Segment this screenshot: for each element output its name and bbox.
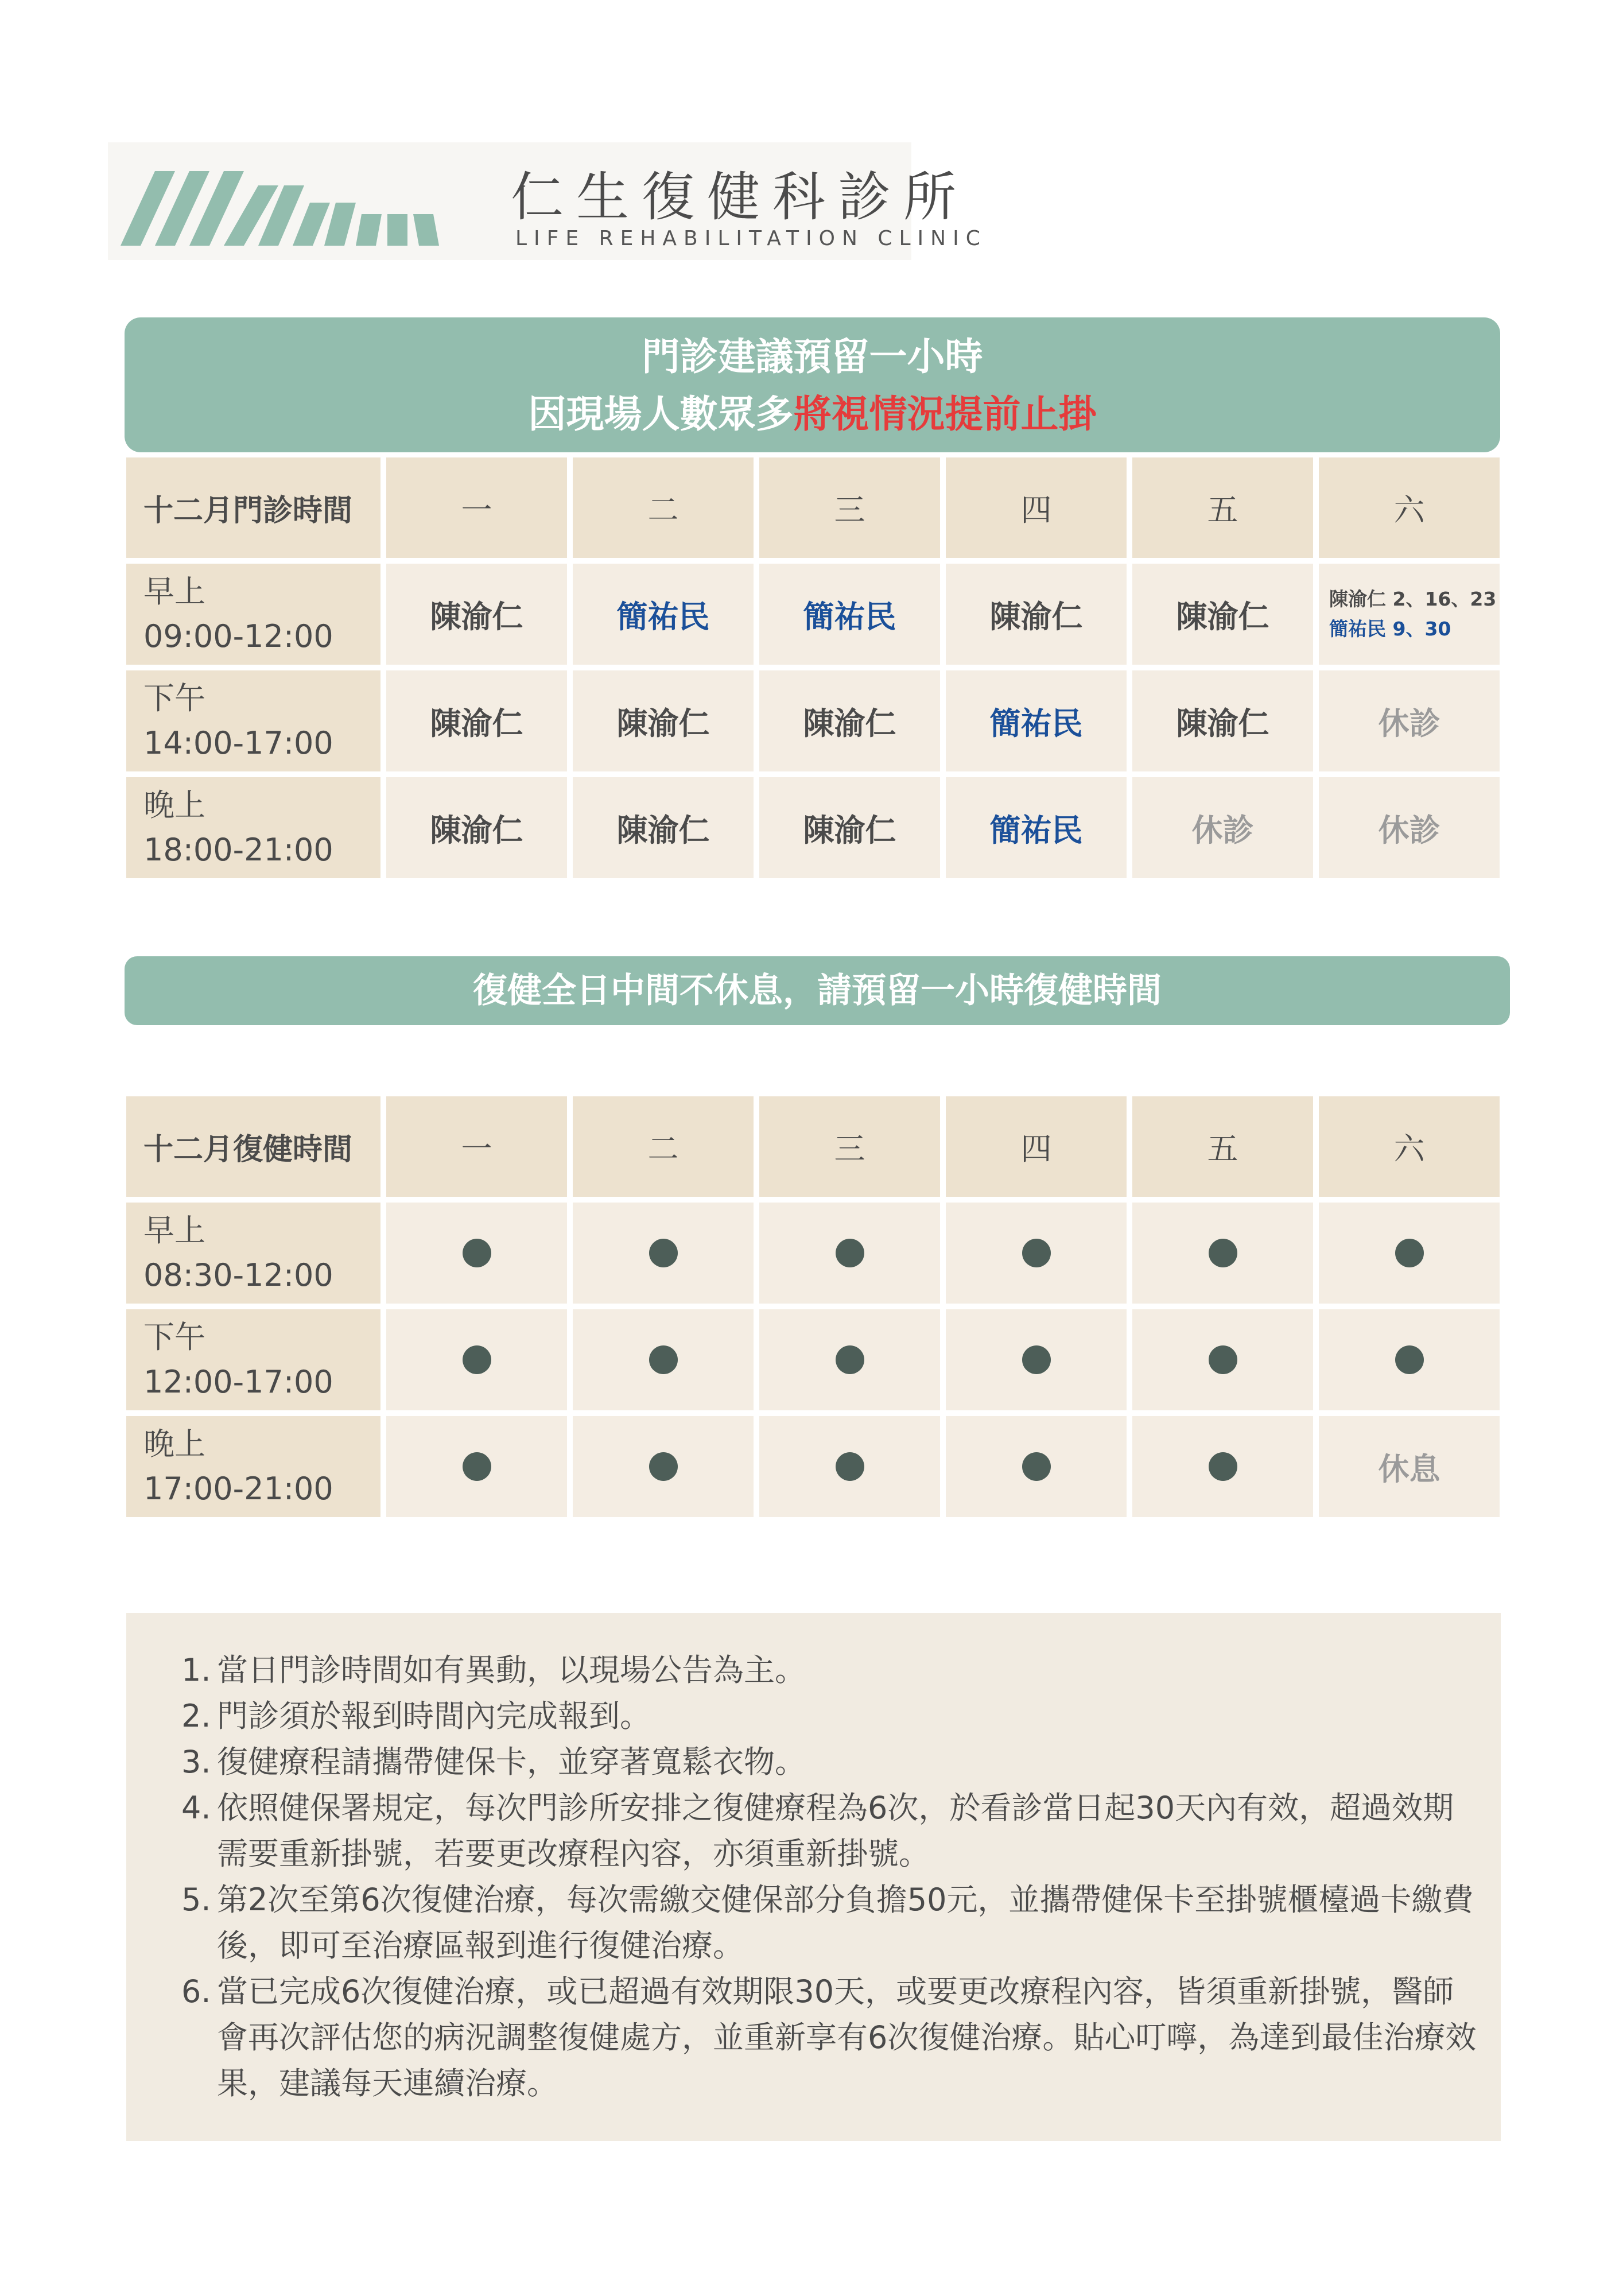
open-dot-icon — [463, 1239, 491, 1267]
note-text: 第2次至第6次復健治療，每次需繳交健保部分負擔50元，並攜帶健保卡至掛號櫃檯過卡繳費後，即可至治療區報到進行復健治療。 — [217, 1882, 1474, 1964]
schedule-cell: 簡祐民 — [759, 564, 940, 665]
rehab-cell — [386, 1416, 567, 1517]
rehab-notice-banner: 復健全日中間不休息，請預留一小時復健時間 — [125, 956, 1510, 1025]
saturday-doctor-chen: 陳渝仁 2、16、23 — [1329, 588, 1497, 610]
schedule-cell-saturday — [1319, 564, 1500, 665]
rehab-cell — [1319, 1309, 1500, 1410]
day-header: 四 — [946, 457, 1127, 558]
schedule-cell: 陳渝仁 — [946, 564, 1127, 665]
day-header: 二 — [573, 1096, 754, 1197]
day-header: 一 — [386, 457, 567, 558]
period-name: 晚上 — [143, 1426, 205, 1462]
day-header: 五 — [1132, 457, 1313, 558]
open-dot-icon — [1022, 1452, 1051, 1481]
period-label — [126, 1416, 380, 1517]
open-dot-icon — [1022, 1239, 1051, 1267]
banner-line-2-warning: 將視情況提前止掛 — [793, 392, 1097, 436]
note-text: 復健療程請攜帶健保卡，並穿著寬鬆衣物。 — [217, 1744, 806, 1780]
period-label — [126, 1203, 380, 1304]
rehab-cell — [1319, 1203, 1500, 1304]
open-dot-icon — [1395, 1345, 1424, 1374]
clinic-logo — [121, 171, 465, 246]
schedule-cell: 陳渝仁 — [386, 777, 567, 878]
day-header: 六 — [1319, 457, 1500, 558]
rehab-cell — [573, 1203, 754, 1304]
table-corner-header: 十二月門診時間 — [126, 457, 380, 558]
rehab-cell — [1132, 1309, 1313, 1410]
open-dot-icon — [1209, 1345, 1237, 1374]
open-dot-icon — [649, 1239, 678, 1267]
schedule-cell: 陳渝仁 — [759, 670, 940, 771]
open-dot-icon — [649, 1345, 678, 1374]
note-item — [181, 1739, 1478, 1785]
day-header: 五 — [1132, 1096, 1313, 1197]
note-item — [181, 1969, 1478, 2107]
period-time: 18:00-21:00 — [143, 832, 333, 868]
period-name: 早上 — [143, 573, 205, 610]
period-time: 14:00-17:00 — [143, 725, 333, 761]
saturday-doctor-jian: 簡祐民 9、30 — [1329, 618, 1451, 640]
rehab-cell — [573, 1309, 754, 1410]
period-time: 17:00-21:00 — [143, 1471, 333, 1507]
note-number: 2. — [181, 1698, 211, 1734]
rehab-cell — [946, 1416, 1127, 1517]
note-number: 3. — [181, 1744, 211, 1780]
day-header: 三 — [759, 457, 940, 558]
note-item — [181, 1647, 1478, 1693]
notes-list — [181, 1647, 1478, 2107]
schedule-cell-closed: 休診 — [1319, 670, 1500, 771]
rehab-cell-closed: 休息 — [1319, 1416, 1500, 1517]
clinic-schedule-table — [126, 457, 1500, 878]
schedule-cell: 簡祐民 — [946, 777, 1127, 878]
note-number: 1. — [181, 1652, 211, 1688]
day-header: 六 — [1319, 1096, 1500, 1197]
banner-line-1: 門診建議預留一小時 — [642, 335, 983, 379]
period-time: 12:00-17:00 — [143, 1364, 333, 1400]
open-dot-icon — [1209, 1452, 1237, 1481]
open-dot-icon — [836, 1239, 864, 1267]
period-label — [126, 564, 380, 665]
schedule-cell-closed: 休診 — [1132, 777, 1313, 878]
schedule-cell-closed: 休診 — [1319, 777, 1500, 878]
period-time: 09:00-12:00 — [143, 618, 333, 654]
day-header: 三 — [759, 1096, 940, 1197]
open-dot-icon — [836, 1452, 864, 1481]
period-time: 08:30-12:00 — [143, 1257, 333, 1293]
schedule-cell: 簡祐民 — [946, 670, 1127, 771]
period-label — [126, 777, 380, 878]
rehab-cell — [759, 1309, 940, 1410]
note-text: 當日門診時間如有異動，以現場公告為主。 — [217, 1652, 806, 1688]
period-name: 下午 — [143, 1319, 205, 1355]
note-item — [181, 1877, 1478, 1969]
day-header: 一 — [386, 1096, 567, 1197]
rehab-cell — [759, 1416, 940, 1517]
schedule-cell: 簡祐民 — [573, 564, 754, 665]
banner-line-2 — [125, 392, 1500, 436]
rehab-cell — [1132, 1416, 1313, 1517]
rehab-cell — [759, 1203, 940, 1304]
schedule-cell: 陳渝仁 — [386, 564, 567, 665]
banner-line-2-normal: 因現場人數眾多 — [528, 392, 794, 436]
period-label — [126, 1309, 380, 1410]
period-name: 下午 — [143, 680, 205, 716]
note-number: 4. — [181, 1790, 211, 1826]
schedule-cell: 陳渝仁 — [759, 777, 940, 878]
rehab-cell — [946, 1203, 1127, 1304]
day-header: 二 — [573, 457, 754, 558]
note-text: 門診須於報到時間內完成報到。 — [217, 1698, 651, 1734]
table-corner-header: 十二月復健時間 — [126, 1096, 380, 1197]
clinic-name-english: LIFE REHABILITATION CLINIC — [515, 227, 987, 250]
period-name: 晚上 — [143, 787, 205, 823]
rehab-cell — [573, 1416, 754, 1517]
schedule-cell: 陳渝仁 — [1132, 670, 1313, 771]
note-number: 5. — [181, 1882, 211, 1918]
rehab-cell — [1132, 1203, 1313, 1304]
note-item — [181, 1785, 1478, 1877]
rehab-cell — [946, 1309, 1127, 1410]
open-dot-icon — [463, 1345, 491, 1374]
period-name: 早上 — [143, 1212, 205, 1248]
notes-box — [126, 1613, 1501, 2141]
note-item — [181, 1693, 1478, 1739]
open-dot-icon — [649, 1452, 678, 1481]
note-text: 當已完成6次復健治療，或已超過有效期限30天，或要更改療程內容，皆須重新掛號，醫師會再次評估您的病況調整復健處方，並重新享有6次復健治療。貼心叮嚀，為達到最佳治療效果，建議每天連續治療。 — [217, 1973, 1477, 2101]
schedule-cell: 陳渝仁 — [573, 777, 754, 878]
rehab-cell — [386, 1309, 567, 1410]
period-label — [126, 670, 380, 771]
day-header: 四 — [946, 1096, 1127, 1197]
schedule-cell: 陳渝仁 — [573, 670, 754, 771]
open-dot-icon — [1022, 1345, 1051, 1374]
open-dot-icon — [1395, 1239, 1424, 1267]
rehab-cell — [386, 1203, 567, 1304]
schedule-cell: 陳渝仁 — [386, 670, 567, 771]
open-dot-icon — [836, 1345, 864, 1374]
clinic-notice-banner — [125, 317, 1500, 452]
rehab-schedule-table — [126, 1096, 1500, 1517]
open-dot-icon — [463, 1452, 491, 1481]
open-dot-icon — [1209, 1239, 1237, 1267]
note-number: 6. — [181, 1973, 211, 2010]
note-text: 依照健保署規定，每次門診所安排之復健療程為6次，於看診當日起30天內有效，超過效期需要重新掛號，若要更改療程內容，亦須重新掛號。 — [217, 1790, 1454, 1872]
schedule-cell: 陳渝仁 — [1132, 564, 1313, 665]
clinic-name: 仁生復健科診所 — [511, 166, 969, 228]
